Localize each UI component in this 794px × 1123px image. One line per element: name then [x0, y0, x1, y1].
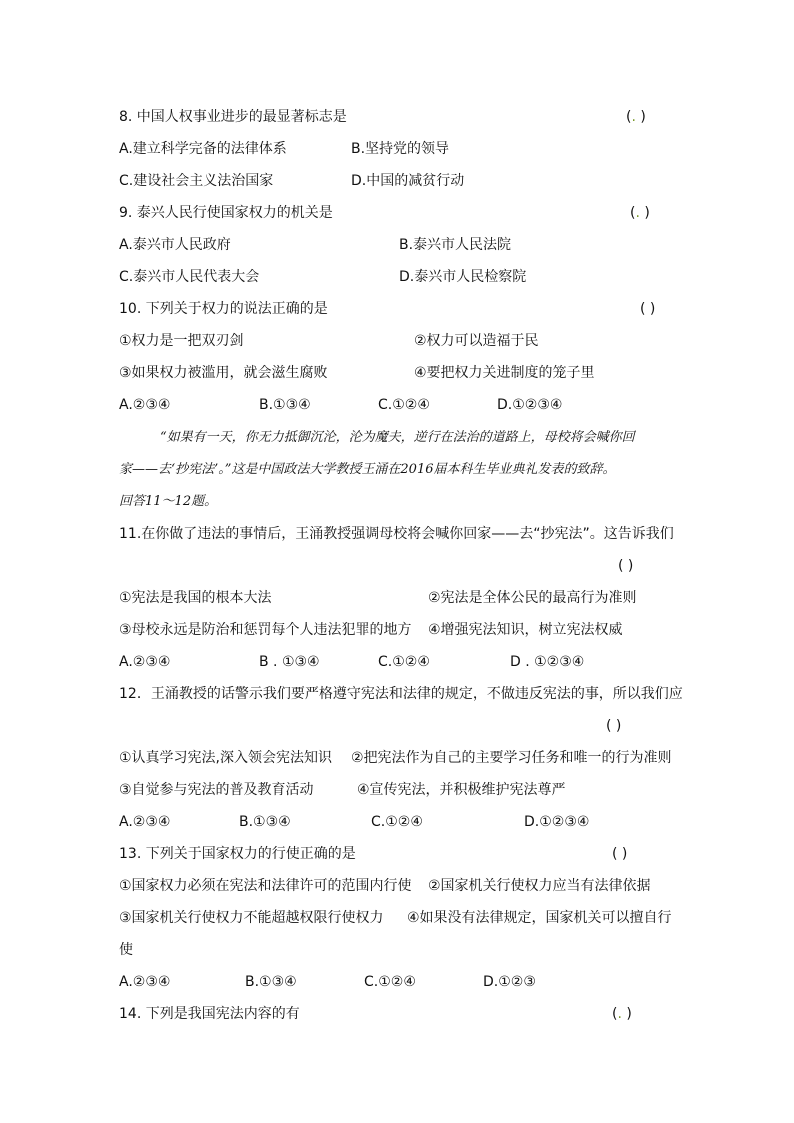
q14-stem: 14. 下列是我国宪法内容的有	[119, 1006, 300, 1022]
q11-option-a: A.②③④	[119, 654, 171, 670]
q12-stem: 12．王涌教授的话警示我们要严格遵守宪法和法律的规定，不做违反宪法的事，所以我们应	[119, 686, 683, 702]
q12-statement-4: ④宣传宪法，并积极维护宪法尊严	[357, 782, 566, 798]
q10-statement-3: ③如果权力被滥用，就会滋生腐败	[119, 365, 328, 381]
q12-statement-2: ②把宪法作为自己的主要学习任务和唯一的行为准则	[351, 750, 672, 766]
q13-stem: 13. 下列关于国家权力的行使正确的是	[119, 846, 356, 862]
q11-statement-2: ②宪法是全体公民的最高行为准则	[428, 590, 637, 606]
q12-option-a: A.②③④	[119, 814, 171, 830]
q8-option-c: C.建设社会主义法治国家	[119, 173, 274, 189]
q12-statement-1: ①认真学习宪法,深入领会宪法知识	[119, 750, 333, 766]
q10-answer-bracket: ( )	[640, 301, 656, 317]
q13-option-d: D.①②③	[483, 974, 536, 990]
q10-statement-1: ①权力是一把双刃剑	[119, 333, 244, 349]
q12-option-d: D.①②③④	[524, 814, 590, 830]
q8-option-d: D.中国的减贫行动	[351, 173, 465, 189]
q9-option-a: A.泰兴市人民政府	[119, 237, 231, 253]
q10-stem: 10. 下列关于权力的说法正确的是	[119, 301, 328, 317]
q13-answer-bracket: ( )	[612, 846, 628, 862]
q13-statement-4: ④如果没有法律规定，国家机关可以擅自行	[407, 910, 672, 926]
q12-option-c: C.①②④	[371, 814, 423, 830]
q12-answer-bracket: ( )	[606, 718, 622, 734]
q9-stem: 9. 泰兴人民行使国家权力的机关是	[119, 205, 333, 221]
q9-option-c: C.泰兴市人民代表大会	[119, 269, 260, 285]
q11-answer-bracket: ( )	[618, 558, 634, 574]
q8-stem: 8. 中国人权事业进步的最显著标志是	[119, 109, 347, 125]
q14-answer-bracket: (. )	[612, 1006, 632, 1022]
q11-statement-1: ①宪法是我国的根本大法	[119, 590, 272, 606]
q10-statement-2: ②权力可以造福于民	[414, 333, 539, 349]
q12-statement-3: ③自觉参与宪法的普及教育活动	[119, 782, 314, 798]
q10-option-a: A.②③④	[119, 397, 171, 413]
q10-option-c: C.①②④	[378, 397, 430, 413]
q13-statement-4-continued: 使	[119, 942, 133, 958]
q13-option-c: C.①②④	[364, 974, 416, 990]
q9-option-d: D.泰兴市人民检察院	[399, 269, 527, 285]
q13-option-b: B.①③④	[245, 974, 297, 990]
passage-line-2: 家——去‘抄宪法’。”这是中国政法大学教授王涌在2016届本科生毕业典礼发表的致辞。	[119, 462, 616, 477]
q8-answer-bracket: (. )	[626, 109, 646, 125]
q11-statement-4: ④增强宪法知识，树立宪法权威	[428, 622, 623, 638]
q11-option-d: D . ①②③④	[510, 654, 585, 670]
q13-option-a: A.②③④	[119, 974, 171, 990]
q11-stem: 11.在你做了违法的事情后，王涌教授强调母校将会喊你回家——去“抄宪法”。这告诉我们	[119, 526, 674, 542]
q10-statement-4: ④要把权力关进制度的笼子里	[414, 365, 595, 381]
passage-line-3: 回答11～12题。	[119, 494, 218, 509]
q11-option-c: C.①②④	[378, 654, 430, 670]
q8-option-a: A.建立科学完备的法律体系	[119, 141, 287, 157]
q11-option-b: B . ①③④	[259, 654, 320, 670]
q10-option-b: B.①③④	[259, 397, 311, 413]
q12-option-b: B.①③④	[239, 814, 291, 830]
q8-option-b: B.坚持党的领导	[351, 141, 450, 157]
q9-option-b: B.泰兴市人民法院	[399, 237, 512, 253]
q10-option-d: D.①②③④	[497, 397, 563, 413]
q13-statement-1: ①国家权力必须在宪法和法律许可的范围内行使	[119, 878, 412, 894]
q9-answer-bracket: (. )	[630, 205, 650, 221]
q13-statement-3: ③国家机关行使权力不能超越权限行使权力	[119, 910, 384, 926]
q13-statement-2: ②国家机关行使权力应当有法律依据	[428, 878, 651, 894]
passage-line-1: “如果有一天，你无力抵御沉沦，沦为魔夫，逆行在法治的道路上，母校将会喊你回	[160, 430, 635, 445]
q11-statement-3: ③母校永远是防治和惩罚每个人违法犯罪的地方	[119, 622, 412, 638]
